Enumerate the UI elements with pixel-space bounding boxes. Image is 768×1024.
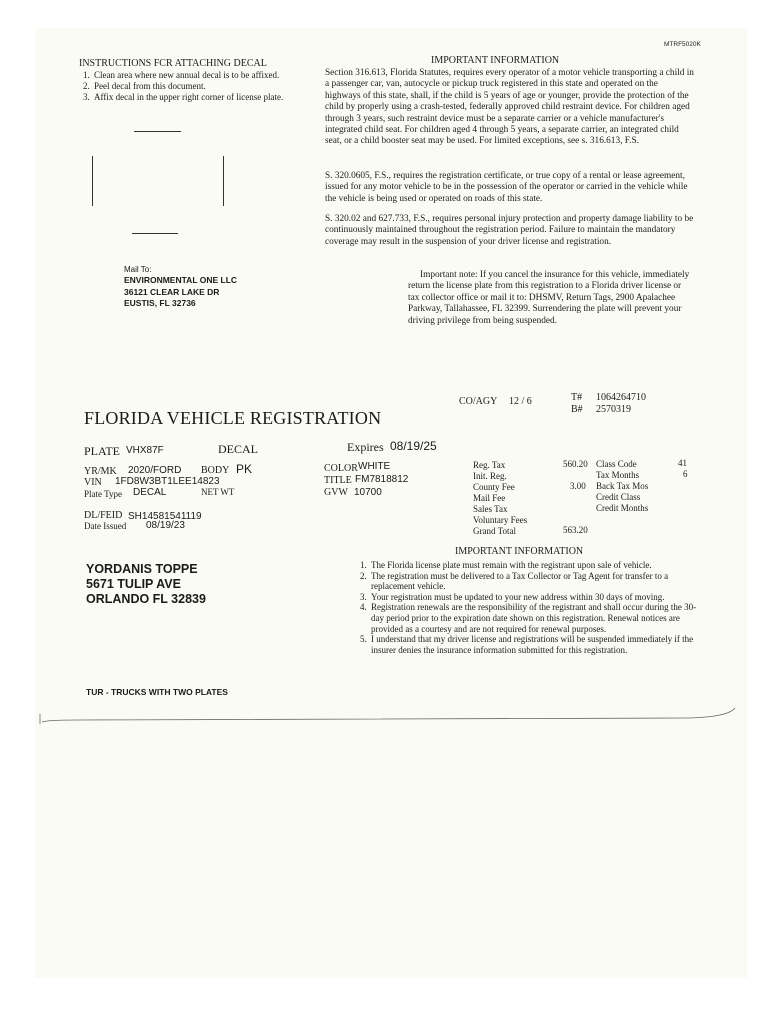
mail-to-label: Mail To: (124, 265, 152, 274)
co-agy-label: CO/AGY (459, 396, 498, 407)
yrmk-label: YR/MK (84, 466, 117, 477)
co-agy-value: 12 / 6 (509, 396, 532, 407)
form-code: MTRF5020K (664, 41, 701, 48)
title-label: TITLE (324, 475, 352, 486)
plate-type-label: Plate Type (84, 489, 122, 499)
tear-line-path (42, 708, 735, 722)
cancel-insurance-note: Important note: If you cancel the insurance for this vehicle, immediately return the license plate from this registration to a Florida driver license or tax collector office or mail it to: DHSMV, Return Tags, 2900 Apalachee Parkway, Tallahassee, FL 32399. Surrendering the plate will prevent your driving privilege from being suspended. (408, 270, 690, 326)
vin-value: 1FD8W3BT1LEE14823 (115, 476, 220, 487)
mail-to-city: EUSTIS, FL 32736 (124, 298, 196, 308)
t-number-value: 1064264710 (596, 392, 646, 403)
dlfeid-label: DL/FEID (84, 510, 123, 521)
class-label: Credit Months (596, 503, 649, 513)
fee-label: County Fee (473, 482, 515, 492)
important-info-bottom-list (355, 560, 709, 655)
body-label: BODY (201, 465, 230, 476)
decal-frame-right (223, 156, 224, 206)
important-info-bottom-title: IMPORTANT INFORMATION (455, 546, 584, 557)
b-number-label: B# (571, 404, 583, 415)
class-value: 6 (683, 469, 688, 479)
info-item: 2. The registration must be delivered to a Tax Collector or Tag Agent for transfer to a replacement vehicle. (369, 571, 709, 592)
decal-frame-top (134, 131, 181, 132)
class-label: Tax Months (596, 470, 640, 480)
decal-step: 2. Peel decal from this document. (92, 81, 332, 92)
registration-title: FLORIDA VEHICLE REGISTRATION (84, 408, 382, 428)
date-issued-label: Date Issued (84, 521, 127, 531)
fee-label: Init. Reg. (473, 471, 507, 481)
gvw-value: 10700 (354, 487, 382, 498)
decal-instructions-list (80, 70, 332, 103)
vin-label: VIN (84, 477, 102, 488)
fee-value: 563.20 (563, 525, 588, 535)
fee-label: Mail Fee (473, 493, 506, 503)
color-label: COLOR (324, 463, 358, 474)
info-item: 1. The Florida license plate must remain with the registrant upon sale of vehicle. (369, 560, 709, 571)
decal-frame-left (92, 156, 93, 206)
net-wt-label: NET WT (201, 487, 235, 497)
fee-label: Voluntary Fees (473, 515, 528, 525)
registration-possession-paragraph: S. 320.0605, F.S., requires the registration certificate, or true copy of a rental or lease agreement, issued for any motor vehicle to be in the possession of the operator or carried in the vehicle while the vehicle is being used or operated on roads of this state. (325, 171, 688, 204)
mail-to-street: 36121 CLEAR LAKE DR (124, 287, 220, 297)
plate-label: PLATE (84, 444, 120, 458)
plate-type-value: DECAL (133, 487, 167, 498)
t-number-label: T# (571, 392, 583, 403)
class-label: Back Tax Mos (596, 481, 649, 491)
title-value: FM7818812 (355, 474, 409, 485)
decal-frame-bottom (132, 233, 178, 234)
b-number-value: 2570319 (596, 404, 631, 415)
class-label: Class Code (596, 459, 637, 469)
plate-class-note: TUR - TRUCKS WITH TWO PLATES (86, 687, 228, 697)
gvw-label: GVW (324, 487, 348, 498)
dlfeid-value: SH14581541119 (128, 511, 202, 522)
tear-line (38, 700, 738, 730)
fee-label: Grand Total (473, 526, 516, 536)
color-value: WHITE (358, 461, 391, 472)
plate-value: VHX87F (126, 445, 164, 456)
important-info-top-title: IMPORTANT INFORMATION (431, 55, 560, 66)
fee-value: 560.20 (563, 459, 588, 469)
owner-city: ORLANDO FL 32839 (86, 592, 206, 606)
yrmk-value: 2020/FORD (128, 465, 182, 476)
fee-label: Reg. Tax (473, 460, 506, 470)
child-restraint-paragraph: Section 316.613, Florida Statutes, requires every operator of a motor vehicle transporting a child in a passenger car, van, autocycle or pickup truck registered in this state and operated on the highways of this state, shall, if the child is 5 years of age or younger, provide the protection of the child by properly using a crash-tested, federally approved child restraint device. For children aged through 3 years, such restraint device must be a separate carrier or a vehicle manufacturer's integrated child seat. For children aged 4 through 5 years, a separate carrier, an integrated child seat, or a child booster seat may be used. For limited exceptions, see s. 316.613, F.S. (325, 68, 694, 147)
info-item: 3. Your registration must be updated to your new address within 30 days of moving. (369, 592, 709, 603)
body-value: PK (236, 462, 253, 476)
decal-step: 1. Clean area where new annual decal is to be affixed. (92, 70, 332, 81)
expires-label: Expires (347, 440, 384, 454)
expires-value: 08/19/25 (390, 439, 437, 453)
owner-name: YORDANIS TOPPE (86, 562, 198, 576)
class-value: 41 (678, 458, 687, 468)
decal-instructions-title: INSTRUCTIONS FCR ATTACHING DECAL (79, 58, 267, 69)
class-label: Credit Class (596, 492, 641, 502)
insurance-paragraph: S. 320.02 and 627.733, F.S., requires personal injury protection and property damage liability to be continuously maintained throughout the registration period. Failure to maintain the mandatory coverage may result in the suspension of your driver license and registration. (325, 214, 694, 247)
decal-step: 3. Affix decal in the upper right corner of license plate. (92, 92, 332, 103)
fee-value: 3.00 (570, 481, 586, 491)
owner-street: 5671 TULIP AVE (86, 577, 181, 591)
info-item: 4. Registration renewals are the responsibility of the registrant and shall occur during the 30-day period prior to the expiration date shown on this registration. Renewal notices are provided as a courtesy and are not required for renewal purposes. (369, 602, 709, 634)
fee-label: Sales Tax (473, 504, 508, 514)
mail-to-name: ENVIRONMENTAL ONE LLC (124, 275, 238, 285)
decal-label: DECAL (218, 442, 258, 456)
date-issued-value: 08/19/23 (146, 520, 185, 531)
info-item: 5. I understand that my driver license and registrations will be suspended immediately if the insurer denies the insurance information submitted for this registration. (369, 634, 709, 655)
